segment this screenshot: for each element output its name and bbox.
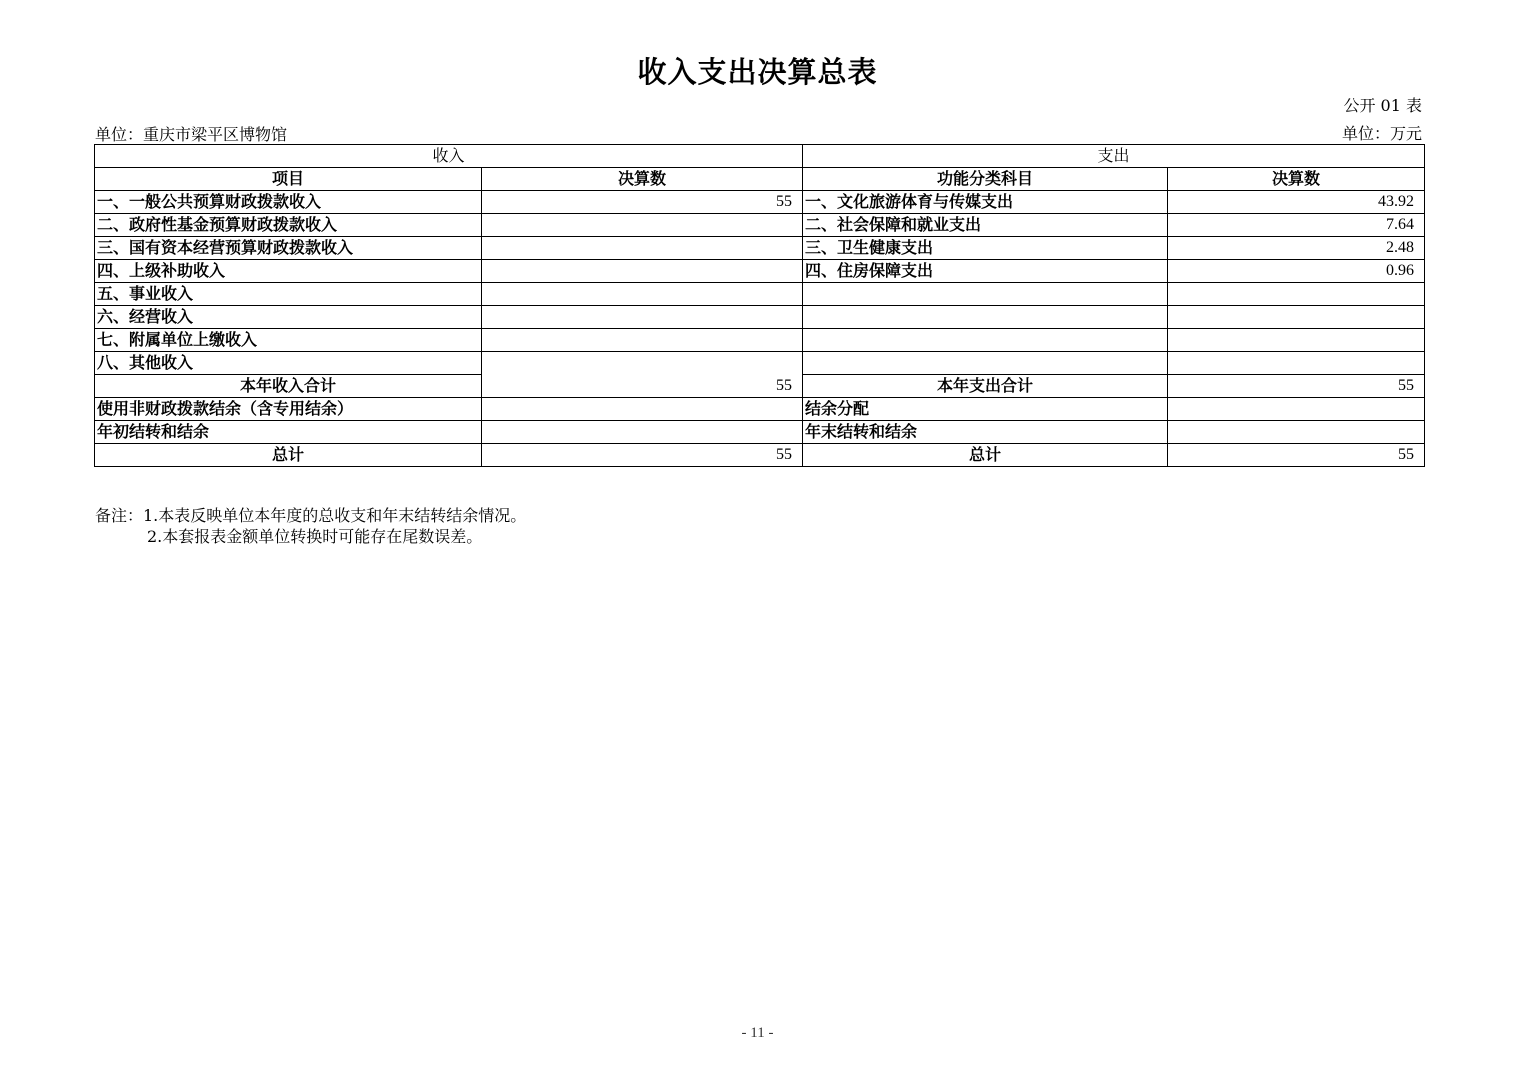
expense-item-value xyxy=(1168,352,1425,375)
income-item-value: 55 xyxy=(482,191,803,214)
expense-item-value xyxy=(1168,283,1425,306)
grand-total-value-income: 55 xyxy=(482,444,803,467)
column-header-income-amount: 决算数 xyxy=(482,168,803,191)
expense-section-header: 支出 xyxy=(803,145,1425,168)
income-item-value xyxy=(482,306,803,329)
income-expense-table xyxy=(94,144,1425,467)
income-item-label: 四、上级补助收入 xyxy=(95,260,482,283)
grand-total-value-expense: 55 xyxy=(1168,444,1425,467)
table-row xyxy=(95,237,1425,260)
column-header-function-category: 功能分类科目 xyxy=(803,168,1168,191)
income-item-label: 七、附属单位上缴收入 xyxy=(95,329,482,352)
column-header-expense-amount: 决算数 xyxy=(1168,168,1425,191)
grand-total-label-expense: 总计 xyxy=(803,444,1168,467)
begin-balance-label: 年初结转和结余 xyxy=(95,421,482,444)
table-row xyxy=(95,214,1425,237)
expense-item-value xyxy=(1168,306,1425,329)
end-balance-value xyxy=(1168,421,1425,444)
column-header-item: 项目 xyxy=(95,168,482,191)
expense-total-label: 本年支出合计 xyxy=(803,375,1168,398)
income-item-label: 八、其他收入 xyxy=(95,352,482,375)
table-row xyxy=(95,283,1425,306)
expense-item-label xyxy=(803,283,1168,306)
expense-total-value: 55 xyxy=(1168,375,1425,398)
income-item-label: 六、经营收入 xyxy=(95,306,482,329)
expense-item-label xyxy=(803,329,1168,352)
expense-item-label: 一、文化旅游体育与传媒支出 xyxy=(803,191,1168,214)
income-item-value xyxy=(482,283,803,306)
page-title: 收入支出决算总表 xyxy=(637,55,878,89)
unit-name: 单位：重庆市梁平区博物馆 xyxy=(95,125,288,144)
table-row xyxy=(95,352,1425,375)
remarks xyxy=(95,505,526,547)
table-row xyxy=(95,260,1425,283)
income-item-label: 三、国有资本经营预算财政拨款收入 xyxy=(95,237,482,260)
begin-balance-value xyxy=(482,421,803,444)
balance-distribution-value xyxy=(1168,398,1425,421)
page-number: - 11 - xyxy=(741,1025,774,1041)
form-number: 公开 01 表 xyxy=(1343,96,1422,115)
income-item-value xyxy=(482,214,803,237)
table-row xyxy=(95,306,1425,329)
income-item-value xyxy=(482,329,803,352)
income-item-value xyxy=(482,237,803,260)
income-total-value: 55 xyxy=(482,352,803,398)
expense-item-label xyxy=(803,352,1168,375)
expense-item-label: 三、卫生健康支出 xyxy=(803,237,1168,260)
remark-line-1: 备注：1.本表反映单位本年度的总收支和年末结转结余情况。 xyxy=(95,506,527,525)
balance-distribution-label: 结余分配 xyxy=(803,398,1168,421)
table-row xyxy=(95,191,1425,214)
expense-item-value xyxy=(1168,329,1425,352)
income-item-value xyxy=(482,260,803,283)
nonfiscal-balance-value xyxy=(482,398,803,421)
income-section-header: 收入 xyxy=(95,145,803,168)
expense-item-value: 0.96 xyxy=(1168,260,1425,283)
table-row xyxy=(95,329,1425,352)
currency-unit: 单位：万元 xyxy=(1341,124,1422,143)
expense-item-label: 四、住房保障支出 xyxy=(803,260,1168,283)
remark-line-2: 2.本套报表金额单位转换时可能存在尾数误差。 xyxy=(147,527,483,546)
expense-item-value: 2.48 xyxy=(1168,237,1425,260)
income-item-label: 一、一般公共预算财政拨款收入 xyxy=(95,191,482,214)
table-column-header-row xyxy=(95,168,1425,191)
expense-item-value: 7.64 xyxy=(1168,214,1425,237)
income-item-label: 五、事业收入 xyxy=(95,283,482,306)
expense-item-label xyxy=(803,306,1168,329)
income-total-label: 本年收入合计 xyxy=(95,375,482,398)
table-row xyxy=(95,398,1425,421)
grand-total-label-income: 总计 xyxy=(95,444,482,467)
expense-item-value: 43.92 xyxy=(1168,191,1425,214)
nonfiscal-balance-label: 使用非财政拨款结余（含专用结余） xyxy=(95,398,482,421)
end-balance-label: 年末结转和结余 xyxy=(803,421,1168,444)
expense-item-label: 二、社会保障和就业支出 xyxy=(803,214,1168,237)
table-row-grand-total xyxy=(95,444,1425,467)
income-item-label: 二、政府性基金预算财政拨款收入 xyxy=(95,214,482,237)
table-row xyxy=(95,421,1425,444)
table-section-header-row xyxy=(95,145,1425,168)
